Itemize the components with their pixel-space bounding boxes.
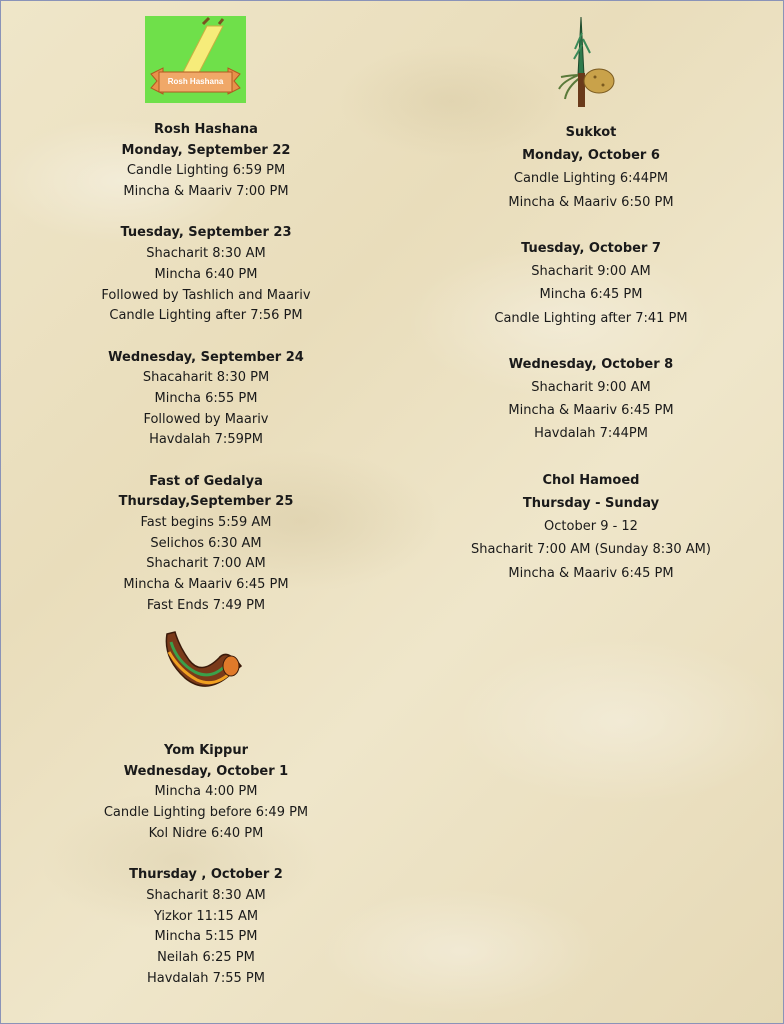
day-heading: Wednesday, October 8 — [508, 356, 674, 372]
schedule-line: Candle Lighting before 6:49 PM — [103, 805, 309, 821]
schedule-line: Mincha 5:15 PM — [154, 929, 258, 945]
day-heading: Monday, October 6 — [522, 148, 660, 164]
schedule-line: Mincha & Maariv 6:50 PM — [508, 194, 674, 210]
yom-kippur-title: Yom Kippur — [163, 743, 249, 758]
schedule-line: October 9 - 12 — [544, 519, 638, 535]
schedule-line: Havdalah 7:44PM — [534, 426, 648, 442]
schedule-line: Mincha 6:45 PM — [539, 287, 643, 303]
schedule-line: Shacharit 9:00 AM — [531, 264, 651, 280]
day-heading: Monday, September 22 — [121, 142, 291, 158]
day-heading: Tuesday, October 7 — [521, 240, 661, 256]
schedule-line: Shacharit 8:30 AM — [146, 246, 266, 262]
left-schedule-column — [56, 120, 356, 617]
schedule-line: Shacaharit 8:30 PM — [142, 370, 270, 386]
schedule-line: Yizkor 11:15 AM — [153, 908, 259, 924]
schedule-line: Shacharit 8:30 AM — [146, 887, 266, 903]
shofar-image — [161, 628, 246, 698]
schedule-line: Mincha & Maariv 6:45 PM — [123, 577, 289, 593]
rosh-hashana-title: Rosh Hashana — [154, 122, 258, 137]
schedule-line: Followed by Maariv — [143, 411, 269, 427]
schedule-line: Neilah 6:25 PM — [157, 949, 255, 965]
day-heading: Thursday,September 25 — [118, 494, 294, 510]
yom-kippur-section — [56, 741, 356, 989]
schedule-line: Mincha 4:00 PM — [154, 784, 258, 800]
gedalya-title: Fast of Gedalya — [149, 473, 263, 489]
schedule-line: Fast Ends 7:49 PM — [146, 597, 266, 613]
schedule-line: Mincha 6:55 PM — [154, 390, 258, 406]
schedule-line: Fast begins 5:59 AM — [140, 515, 272, 531]
banner-label: Rosh Hashana — [167, 77, 224, 86]
schedule-line: Selichos 6:30 AM — [150, 535, 262, 551]
day-heading: Tuesday, September 23 — [120, 225, 292, 241]
rosh-hashana-scroll-image — [145, 16, 246, 103]
day-heading: Thursday , October 2 — [129, 867, 283, 883]
schedule-line: Shacharit 9:00 AM — [531, 380, 651, 396]
schedule-line: Mincha 6:40 PM — [154, 266, 258, 282]
schedule-line: Havdalah 7:59PM — [149, 432, 263, 448]
schedule-line: Mincha & Maariv 7:00 PM — [123, 184, 289, 200]
schedule-line: Candle Lighting after 7:41 PM — [494, 310, 688, 326]
schedule-line: Mincha & Maariv 6:45 PM — [508, 403, 674, 419]
schedule-line: Havdalah 7:55 PM — [147, 970, 265, 986]
chol-hamoed-title: Chol Hamoed — [542, 472, 640, 488]
sukkot-title: Sukkot — [565, 125, 617, 140]
schedule-line: Shacharit 7:00 AM (Sunday 8:30 AM) — [471, 542, 711, 558]
schedule-line: Candle Lighting 6:59 PM — [126, 163, 286, 179]
day-heading: Wednesday, October 1 — [123, 763, 289, 779]
schedule-line: Followed by Tashlich and Maariv — [101, 287, 311, 303]
lulav-etrog-image — [557, 15, 615, 109]
schedule-line: Shacharit 7:00 AM — [146, 556, 266, 572]
schedule-line: Candle Lighting 6:44PM — [513, 171, 669, 187]
day-heading: Wednesday, September 24 — [108, 349, 304, 365]
right-schedule-column — [441, 121, 741, 585]
schedule-line: Candle Lighting after 7:56 PM — [109, 308, 303, 324]
day-heading: Thursday - Sunday — [522, 496, 660, 511]
schedule-line: Mincha & Maariv 6:45 PM — [508, 565, 674, 581]
schedule-line: Kol Nidre 6:40 PM — [148, 825, 264, 841]
